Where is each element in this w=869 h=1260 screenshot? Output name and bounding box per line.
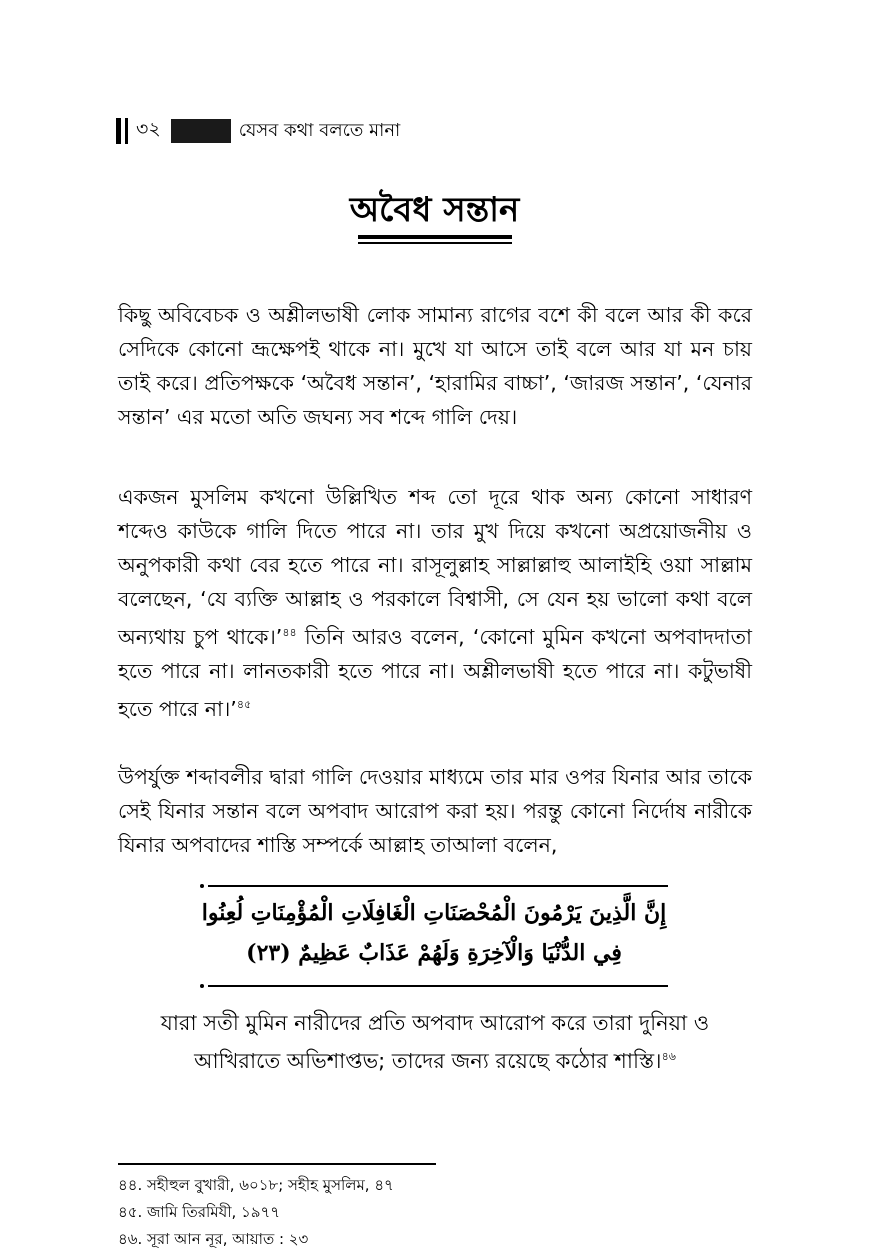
title-underline-thick: [358, 235, 512, 239]
verse-top-rule: [208, 885, 668, 887]
title-underline-thin: [358, 242, 512, 244]
page-number: ৩২: [136, 118, 161, 140]
arabic-line-2: فِي الدُّنْيَا وَالْآخِرَةِ وَلَهُمْ عَذَابٌ عَظِيمٌ (٢٣): [246, 940, 622, 966]
arabic-line-1: إِنَّ الَّذِينَ يَرْمُونَ الْمُحْصَنَاتِ الْغَافِلَاتِ الْمُؤْمِنَاتِ لُعِنُوا: [201, 900, 667, 926]
running-header: [116, 116, 400, 146]
header-bar-thick: [116, 118, 121, 144]
verse-translation-text: যারা সতী মুমিন নারীদের প্রতি অপবাদ আরোপ করে তারা দুনিয়া ও আখিরাতে অভিশাপ্তভ; তাদের জন্য রয়েছে কঠোর শাস্তি।: [160, 1011, 710, 1073]
verse-bottom-rule: [208, 985, 668, 987]
header-bar-thin: [125, 118, 128, 144]
footnote-ref-44: ৪৪: [282, 626, 297, 639]
verse-rule-dot: [200, 984, 204, 988]
paragraph-2-continued: তিনি আরও বলেন, ‘কোনো মুমিন কখনো অপবাদদাতা হতে পারে না। লানতকারী হতে পারে না। অশ্লীলভাষী হতে পারে না। কটুভাষী হতে পারে না।’: [118, 624, 752, 721]
chapter-title: অবৈধ সন্তান: [349, 190, 520, 230]
quran-verse-box: [200, 882, 668, 992]
footnote-ref-46: ৪৬: [661, 1050, 676, 1063]
footnote-44: ৪৪. সহীহুল বুখারী, ৬০১৮; সহীহ মুসলিম, ৪৭: [118, 1176, 394, 1194]
footnote-45: ৪৫. জামি তিরমিযী, ১৯৭৭: [118, 1203, 281, 1221]
paragraph-2: [118, 480, 752, 726]
footnote-ref-45: ৪৫: [236, 697, 252, 711]
footnote-rule: [118, 1163, 436, 1165]
verse-rule-dot: [200, 884, 204, 888]
paragraph-2-text: একজন মুসলিম কখনো উল্লিখিত শব্দ তো দূরে থাক অন্য কোনো সাধারণ শব্দেও কাউকে গালি দিতে পারে না। তার মুখ দিয়ে কখনো অপ্রয়োজনীয় ও অনুপকারী কথা বের হতে পারে না। রাসূলুল্লাহ সাল্লাল্লাহু আলাইহি ওয়া সাল্লাম বলেছেন, ‘যে ব্যক্তি আল্লাহ ও পরকালে বিশ্বাসী, সে যেন হয় ভালো কথা বলে অন্যথায় চুপ থাকে।’: [118, 485, 752, 649]
verse-translation: [118, 1006, 752, 1078]
footnote-46: ৪৬. সূরা আন নূর, আয়াত : ২৩: [118, 1230, 309, 1248]
book-title: যেসব কথা বলতে মানা: [238, 119, 401, 141]
paragraph-3: উপর্যুক্ত শব্দাবলীর দ্বারা গালি দেওয়ার মাধ্যমে তার মার ওপর যিনার আর তাকে সেই যিনার সন্তান বলে অপবাদ আরোপ করা হয়। পরন্তু কোনো নির্দোষ নারীকে যিনার অপবাদের শাস্তি সম্পর্কে আল্লাহ তাআলা বলেন,: [118, 765, 752, 857]
header-block: [171, 119, 231, 143]
paragraph-1: কিছু অবিবেচক ও অশ্লীলভাষী লোক সামান্য রাগের বশে কী বলে আর কী করে সেদিকে কোনো ভ্রূক্ষেপই থাকে না। মুখে যা আসে তাই বলে আর যা মন চায় তাই করে। প্রতিপক্ষকে ‘অবৈধ সন্তান’, ‘হারামির বাচ্চা’, ‘জারজ সন্তান’, ‘যেনার সন্তান’ এর মতো অতি জঘন্য সব শব্দে গালি দেয়।: [118, 303, 752, 429]
